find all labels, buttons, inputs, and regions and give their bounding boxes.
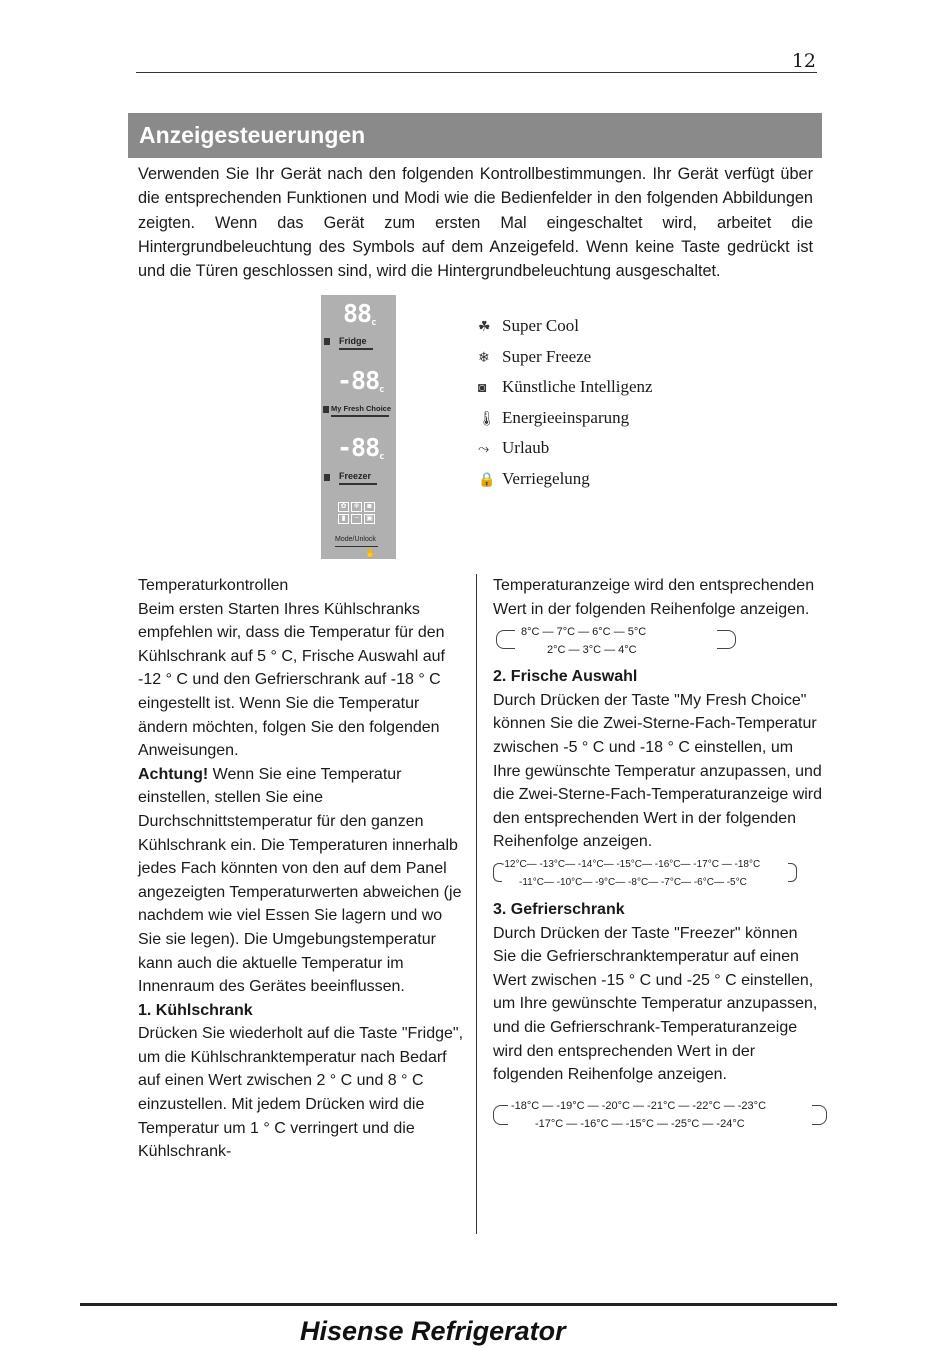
temp-control-heading: Temperaturkontrollen: [138, 577, 289, 594]
lock-icon: 🔒: [478, 472, 496, 488]
fresh-label: My Fresh Choice: [331, 404, 392, 413]
holiday-button-icon: ~: [351, 514, 362, 524]
fresh-display: -88c: [337, 366, 385, 395]
freezer-zone-icon: [324, 474, 330, 481]
ai-icon: ◙: [478, 381, 487, 396]
hand-lock-icon: ✋: [365, 548, 377, 558]
icon-legend: [478, 313, 653, 496]
fresh-underline: [331, 415, 389, 417]
page-number: 12: [791, 50, 816, 72]
super-cool-icon: ☘: [478, 320, 491, 335]
holiday-icon: ⤳: [478, 442, 490, 457]
warning-label: Achtung!: [138, 765, 209, 783]
energy-saving-icon: 🌡: [478, 411, 496, 427]
legend-item-energy: 🌡 Energieeinsparung: [478, 405, 653, 436]
legend-item-ai: ◙ Künstliche Intelligenz: [478, 374, 653, 405]
temp-control-intro: Beim ersten Starten Ihres Kühlschranks empfehlen wir, dass die Temperatur für den Kühlschrank auf 5 ° C, Frische Auswahl auf -12 ° C und den Gefrierschrank auf -18 ° C eingestellt ist. Wenn Sie die Temperatur ändern möchten, folgen Sie den folgenden Anweisungen.: [138, 600, 445, 760]
fresh-zone-icon: [323, 406, 329, 413]
column-divider: [476, 574, 477, 1234]
fresh-sequence: -12°C— -13°C— -14°C— -15°C— -16°C— -17°C — -18°C -11°C— -10°C— -9°C— -8°C— -7°C— -6°C— -5°C: [493, 856, 797, 892]
legend-item-holiday: ⤳ Urlaub: [478, 435, 653, 466]
legend-item-lock: 🔒 Verriegelung: [478, 466, 653, 497]
fridge-zone-icon: [324, 338, 330, 345]
mode-underline: [335, 546, 378, 547]
freezer-underline: [339, 483, 377, 485]
lock-button-icon: ▣: [364, 514, 375, 524]
freezer-heading: 3. Gefrierschrank: [493, 900, 625, 918]
freezer-display: -88c: [337, 433, 385, 462]
fridge-text: Drücken Sie wiederholt auf die Taste "Fridge", um die Kühlschranktemperatur nach Bedarf auf einen Wert zwischen 2 ° C und 8 ° C einzustellen. Mit jedem Drücken wird die Temperatur um 1 ° C verringert und die Kühlschrank-: [138, 1025, 464, 1161]
fridge-text-continued: Temperaturanzeige wird den entsprechenden Wert in der folgenden Reihenfolge anzeigen.: [493, 577, 815, 618]
section-title: Anzeigesteuerungen: [128, 113, 822, 158]
fridge-heading: 1. Kühlschrank: [138, 1001, 253, 1019]
footer-rule: [80, 1303, 837, 1306]
warning-paragraph: Achtung! Wenn Sie eine Temperatur einstellen, stellen Sie eine Durchschnittstemperatur für den ganzen Kühlschrank ein. Die Temperaturen innerhalb jedes Fach könnten von den auf dem Panel angezeigten Temperaturwerten abweichen (je nachdem wie viel Essen Sie lagern und wo Sie sie legen). Die Umgebungstemperatur kann auch die aktuelle Temperatur im Innenraum des Gerätes beeinflussen.: [138, 765, 462, 996]
fridge-display: 88c: [343, 299, 377, 328]
fresh-text: Durch Drücken der Taste "My Fresh Choice" können Sie die Zwei-Sterne-Fach-Temperatur zwischen -5 ° C und -18 ° C einstellen, um Ihre gewünschte Temperatur anzupassen, und die Zwei-Sterne-Fach-Temperaturanzeige wird den entsprechenden Wert in der folgenden Reihenfolge anzeigen.: [493, 691, 823, 851]
fridge-underline: [339, 348, 373, 350]
ai-button-icon: ◙: [364, 502, 375, 512]
mode-unlock-label: Mode/Unlock: [335, 536, 376, 543]
fridge-label: Fridge: [339, 336, 367, 346]
fresh-heading: 2. Frische Auswahl: [493, 668, 638, 686]
freezer-label: Freezer: [339, 471, 372, 481]
legend-item-super-freeze: ❄ Super Freeze: [478, 344, 653, 375]
brand-footer: Hisense Refrigerator: [300, 1316, 566, 1346]
super-freeze-icon: ❄: [478, 350, 490, 366]
right-column: [493, 574, 823, 1139]
fridge-sequence: 8°C — 7°C — 6°C — 5°C 2°C — 3°C — 4°C: [493, 623, 736, 659]
legend-item-super-cool: ☘ Super Cool: [478, 313, 653, 344]
left-column: [138, 574, 468, 1164]
freezer-text: Durch Drücken der Taste "Freezer" können Sie die Gefrierschranktemperatur auf einen Wert zwischen -15 ° C und -25 ° C einstellen, um Ihre gewünschte Temperatur anzupassen, und die Gefrierschrank-Temperaturanzeige wird den entsprechenden Wert in der folgenden Reihenfolge anzeigen.: [493, 924, 818, 1084]
panel-buttons: [338, 502, 375, 524]
header-rule: [136, 72, 817, 73]
super-cool-button-icon: ✿: [338, 502, 349, 512]
control-panel-image: [321, 295, 396, 559]
intro-paragraph: Verwenden Sie Ihr Gerät nach den folgenden Kontrollbestimmungen. Ihr Gerät verfügt über die entsprechenden Funktionen und Modi wie die Bedienfelder in den folgenden Abbildungen zeigten. Wenn das Gerät zum ersten Mal eingeschaltet wird, arbeitet die Hintergrundbeleuchtung des Symbols auf dem Anzeigefeld. Wenn keine Taste gedrückt ist und die Türen geschlossen sind, wird die Hintergrundbeleuchtung ausgeschaltet.: [138, 165, 813, 281]
energy-button-icon: ▮: [338, 514, 349, 524]
freezer-sequence: -18°C — -19°C — -20°C — -21°C — -22°C — -23°C -17°C — -16°C — -15°C — -25°C — -24°C: [493, 1097, 827, 1133]
super-freeze-button-icon: ❄: [351, 502, 362, 512]
